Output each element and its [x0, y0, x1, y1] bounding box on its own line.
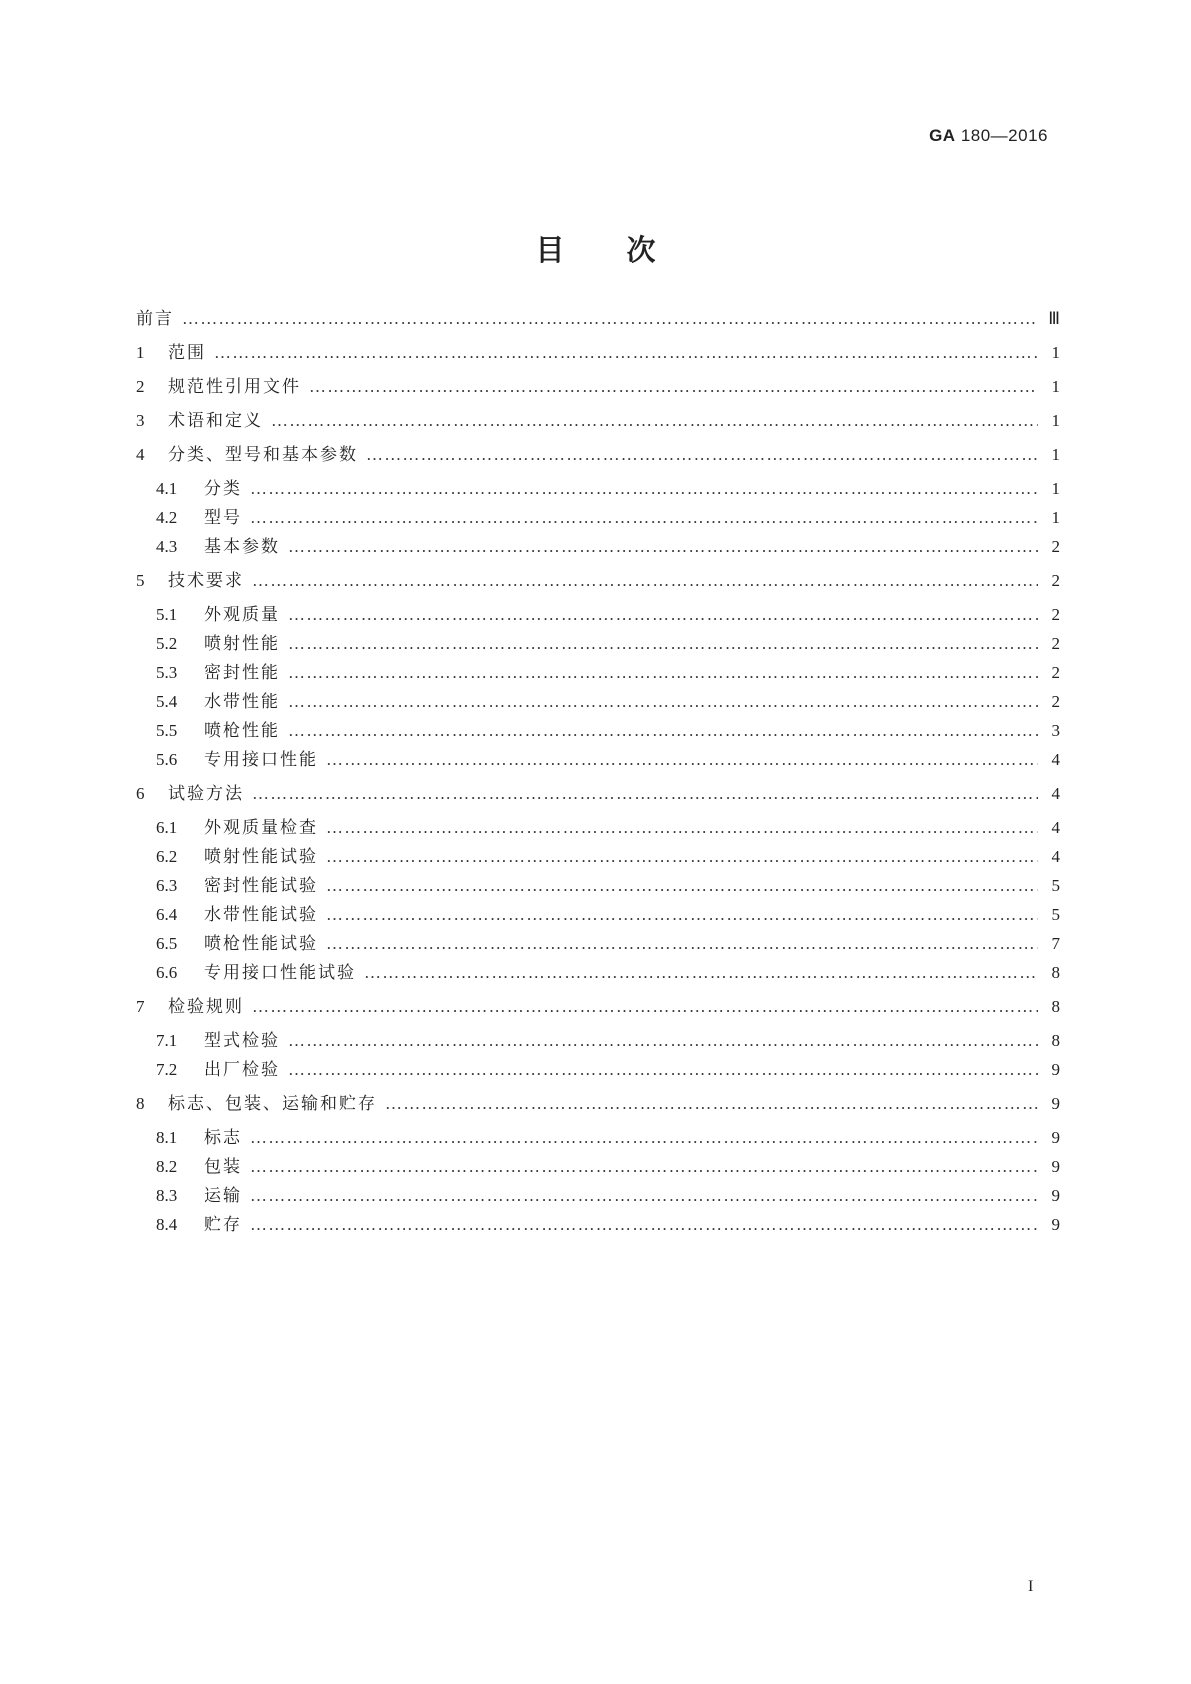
toc-entry-number: 4.2: [156, 508, 178, 527]
toc-entry-label: 专用接口性能试验: [204, 963, 356, 983]
toc-entry-number: 6: [136, 784, 145, 803]
toc-entry-label: 分类: [204, 479, 242, 499]
toc-entry-label: 运输: [204, 1186, 242, 1206]
toc-entry-number: 5.4: [156, 692, 178, 711]
title-char-2: 次: [626, 233, 656, 267]
toc-entry-page: 9: [1051, 1060, 1060, 1079]
toc-entry-label: 外观质量检查: [204, 818, 318, 838]
toc-entry[interactable]: [156, 1029, 1060, 1053]
dot-leader: [326, 932, 1038, 956]
toc-entry-page: 7: [1051, 934, 1060, 953]
toc-entry-label: 专用接口性能: [204, 750, 318, 770]
toc-entry[interactable]: [156, 1213, 1060, 1237]
toc-entry[interactable]: [156, 1058, 1060, 1082]
dot-leader: [250, 1155, 1038, 1179]
dot-leader: [252, 569, 1038, 593]
toc-entry[interactable]: [156, 661, 1060, 685]
dot-leader: [288, 535, 1038, 559]
toc-entry-page: 2: [1051, 663, 1060, 682]
dot-leader: [252, 782, 1038, 806]
dot-leader: [271, 409, 1038, 433]
toc-entry[interactable]: [156, 1184, 1060, 1208]
toc-entry-number: 7.1: [156, 1031, 178, 1050]
toc-entry-page: 2: [1051, 634, 1060, 653]
toc-entry-label: 型号: [204, 508, 242, 528]
toc-entry-label: 型式检验: [204, 1031, 280, 1051]
toc-entry-page: 4: [1051, 750, 1060, 769]
toc-entry-page: 8: [1051, 1031, 1060, 1050]
toc-entry-page: 3: [1051, 721, 1060, 740]
toc-entry-page: 1: [1051, 411, 1060, 430]
toc-entry[interactable]: [156, 874, 1060, 898]
toc-entry-number: 8.1: [156, 1128, 178, 1147]
toc-entry-number: 7.2: [156, 1060, 178, 1079]
toc-entry-label: 技术要求: [168, 571, 244, 591]
toc-entry-number: 5: [136, 571, 145, 590]
dot-leader: [364, 961, 1038, 985]
toc-entry[interactable]: [156, 816, 1060, 840]
toc-entry-page: 5: [1051, 876, 1060, 895]
toc-entry[interactable]: [156, 719, 1060, 743]
toc-entry[interactable]: [156, 477, 1060, 501]
dot-leader: [250, 1213, 1038, 1237]
toc-entry-page: 8: [1051, 997, 1060, 1016]
dot-leader: [250, 477, 1038, 501]
toc-entry[interactable]: [156, 506, 1060, 530]
dot-leader: [326, 903, 1038, 927]
dot-leader: [288, 1029, 1038, 1053]
toc-entry-page: 2: [1051, 537, 1060, 556]
toc-entry-number: 6.4: [156, 905, 178, 924]
toc-entry-label: 基本参数: [204, 537, 280, 557]
toc-entry-number: 6.5: [156, 934, 178, 953]
toc-entry-label: 前言: [136, 309, 174, 329]
standard-number: 180—2016: [960, 126, 1048, 145]
dot-leader: [252, 995, 1038, 1019]
toc-entry-page: 2: [1051, 692, 1060, 711]
dot-leader: [214, 341, 1038, 365]
toc-entry-label: 检验规则: [168, 997, 244, 1017]
toc-entry-page: 4: [1051, 847, 1060, 866]
dot-leader: [288, 632, 1038, 656]
toc-entry-number: 4.3: [156, 537, 178, 556]
toc-entry-number: 5.6: [156, 750, 178, 769]
toc-entry-label: 密封性能: [204, 663, 280, 683]
toc-entry-number: 3: [136, 411, 145, 430]
toc-entry-number: 8: [136, 1094, 145, 1113]
toc-entry-number: 4.1: [156, 479, 178, 498]
toc-entry[interactable]: [156, 748, 1060, 772]
toc-entry-label: 外观质量: [204, 605, 280, 625]
dot-leader: [250, 1184, 1038, 1208]
toc-entry-label: 规范性引用文件: [168, 377, 301, 397]
toc-entry[interactable]: [156, 535, 1060, 559]
dot-leader: [250, 1126, 1038, 1150]
title-char-1: 目: [535, 233, 565, 267]
dot-leader: [288, 661, 1038, 685]
toc-entry-label: 水带性能: [204, 692, 280, 712]
toc-entry[interactable]: [136, 1092, 1060, 1116]
toc-entry-page: 1: [1051, 445, 1060, 464]
toc-entry-page: 9: [1051, 1157, 1060, 1176]
toc-entry[interactable]: [136, 782, 1060, 806]
toc-entry[interactable]: [156, 1155, 1060, 1179]
toc-entry-label: 试验方法: [168, 784, 244, 804]
toc-entry-label: 喷射性能试验: [204, 847, 318, 867]
toc-entry-page: 1: [1051, 343, 1060, 362]
dot-leader: [288, 603, 1038, 627]
toc-entry-number: 5.5: [156, 721, 178, 740]
toc-entry[interactable]: [156, 903, 1060, 927]
toc-entry[interactable]: [156, 603, 1060, 627]
toc-entry-label: 出厂检验: [204, 1060, 280, 1080]
toc-entry-page: 2: [1051, 605, 1060, 624]
dot-leader: [250, 506, 1038, 530]
toc-entry-label: 喷射性能: [204, 634, 280, 654]
toc-entry[interactable]: [156, 1126, 1060, 1150]
toc-entry-page: 9: [1051, 1186, 1060, 1205]
toc-entry-label: 范围: [168, 343, 206, 363]
toc-entry-label: 包装: [204, 1157, 242, 1177]
toc-entry-number: 1: [136, 343, 145, 362]
toc-entry-page: 9: [1051, 1094, 1060, 1113]
toc-entry-label: 术语和定义: [168, 411, 263, 431]
toc-entry-number: 6.2: [156, 847, 178, 866]
toc-entry-number: 6.3: [156, 876, 178, 895]
toc-entry[interactable]: [136, 375, 1060, 399]
toc-entry[interactable]: [156, 961, 1060, 985]
toc-entry[interactable]: [136, 443, 1060, 467]
dot-leader: [326, 845, 1038, 869]
toc-entry-number: 8.2: [156, 1157, 178, 1176]
toc-entry-number: 8.3: [156, 1186, 178, 1205]
toc-entry-number: 7: [136, 997, 145, 1016]
dot-leader: [385, 1092, 1038, 1116]
toc-entry-number: 5.2: [156, 634, 178, 653]
toc-entry-number: 6.6: [156, 963, 178, 982]
toc-entry-page: Ⅲ: [1048, 309, 1060, 328]
toc-entry[interactable]: [156, 845, 1060, 869]
toc-entry[interactable]: [136, 409, 1060, 433]
toc-entry[interactable]: [156, 632, 1060, 656]
toc-entry[interactable]: [136, 995, 1060, 1019]
page-number: I: [1028, 1578, 1034, 1595]
toc-entry-page: 4: [1051, 818, 1060, 837]
toc-entry[interactable]: [156, 932, 1060, 956]
dot-leader: [309, 375, 1038, 399]
toc-entry-page: 9: [1051, 1215, 1060, 1234]
standard-prefix: GA: [929, 126, 956, 145]
toc-entry-label: 喷枪性能试验: [204, 934, 318, 954]
toc-entry-number: 5.3: [156, 663, 178, 682]
dot-leader: [288, 719, 1038, 743]
dot-leader: [288, 1058, 1038, 1082]
dot-leader: [182, 307, 1038, 331]
toc-entry-number: 2: [136, 377, 145, 396]
dot-leader: [288, 690, 1038, 714]
toc-entry-number: 4: [136, 445, 145, 464]
toc-entry-page: 9: [1051, 1128, 1060, 1147]
toc-entry[interactable]: [136, 341, 1060, 365]
toc-entry-label: 水带性能试验: [204, 905, 318, 925]
toc-entry-label: 标志: [204, 1128, 242, 1148]
toc-entry[interactable]: [136, 569, 1060, 593]
toc-entry-label: 标志、包装、运输和贮存: [168, 1094, 377, 1114]
toc-entry-page: 2: [1051, 571, 1060, 590]
dot-leader: [326, 874, 1038, 898]
toc-entry-label: 密封性能试验: [204, 876, 318, 896]
toc-entry-number: 8.4: [156, 1215, 178, 1234]
toc-entry-page: 1: [1051, 377, 1060, 396]
toc-entry-label: 分类、型号和基本参数: [168, 445, 358, 465]
toc-entry-page: 1: [1051, 508, 1060, 527]
dot-leader: [326, 748, 1038, 772]
toc-entry-number: 5.1: [156, 605, 178, 624]
toc-entry[interactable]: [136, 307, 1060, 331]
toc-entry-page: 5: [1051, 905, 1060, 924]
toc-entry-page: 8: [1051, 963, 1060, 982]
toc-entry-page: 4: [1051, 784, 1060, 803]
toc-entry-page: 1: [1051, 479, 1060, 498]
toc-entry-label: 喷枪性能: [204, 721, 280, 741]
toc-entry[interactable]: [156, 690, 1060, 714]
dot-leader: [326, 816, 1038, 840]
toc-entry-number: 6.1: [156, 818, 178, 837]
dot-leader: [366, 443, 1038, 467]
toc-entry-label: 贮存: [204, 1215, 242, 1235]
